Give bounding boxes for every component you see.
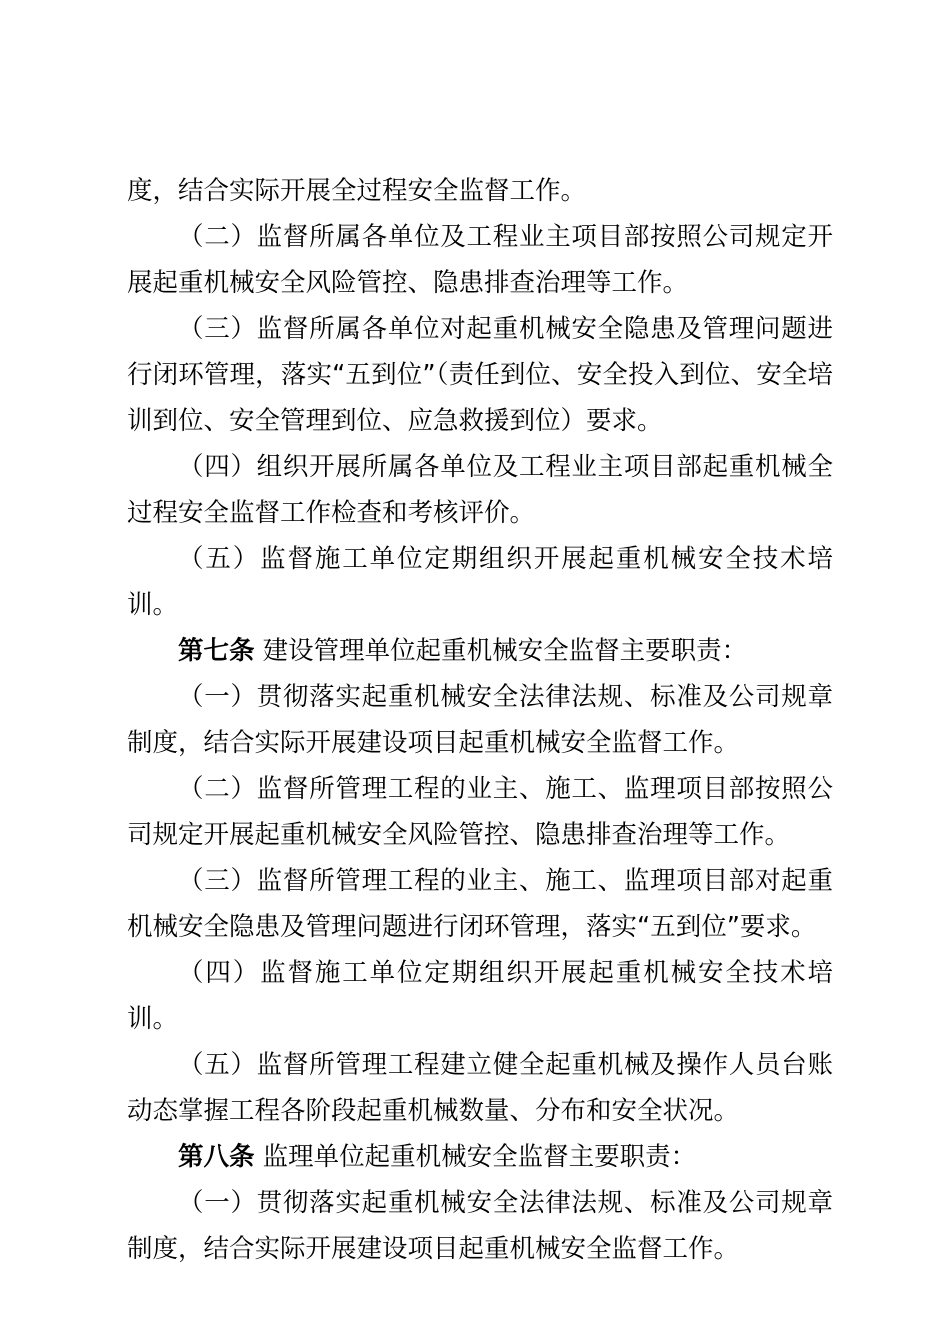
paragraph-item [127, 444, 833, 536]
paragraph-text: 度，结合实际开展全过程安全监督工作。 [127, 176, 587, 206]
paragraph-item [127, 214, 833, 306]
paragraph-text: （一）贯彻落实起重机械安全法律法规、标准及公司规章制度，结合实际开展建设项目起重机械安全监督工作。 [127, 682, 833, 758]
document-body [127, 168, 833, 1272]
paragraph-text: （一）贯彻落实起重机械安全法律法规、标准及公司规章制度，结合实际开展建设项目起重机械安全监督工作。 [127, 1188, 833, 1264]
article-label: 第七条 [178, 636, 255, 666]
paragraph-item [127, 536, 833, 628]
paragraph-text: （二）监督所管理工程的业主、施工、监理项目部按照公司规定开展起重机械安全风险管控、隐患排查治理等工作。 [127, 774, 833, 850]
paragraph-text: （二）监督所属各单位及工程业主项目部按照公司规定开展起重机械安全风险管控、隐患排查治理等工作。 [127, 222, 833, 298]
paragraph-item [127, 674, 833, 766]
paragraph-item [127, 950, 833, 1042]
paragraph-item [127, 1180, 833, 1272]
paragraph-item [127, 1042, 833, 1134]
paragraph-text: （五）监督所管理工程建立健全起重机械及操作人员台账动态掌握工程各阶段起重机械数量、分布和安全状况。 [127, 1050, 833, 1126]
paragraph-text: （五）监督施工单位定期组织开展起重机械安全技术培训。 [127, 544, 833, 620]
paragraph-text: （四）组织开展所属各单位及工程业主项目部起重机械全过程安全监督工作检查和考核评价。 [127, 452, 833, 528]
paragraph-text: （三）监督所属各单位对起重机械安全隐患及管理问题进行闭环管理，落实“五到位”（责任到位、安全投入到位、安全培训到位、安全管理到位、应急救援到位）要求。 [127, 314, 833, 436]
paragraph-text: 建设管理单位起重机械安全监督主要职责： [254, 636, 748, 666]
article-heading-7 [127, 628, 833, 674]
paragraph-item [127, 858, 833, 950]
paragraph-continuation [127, 168, 833, 214]
paragraph-text: （三）监督所管理工程的业主、施工、监理项目部对起重机械安全隐患及管理问题进行闭环管理，落实“五到位”要求。 [127, 866, 833, 942]
paragraph-text: 监理单位起重机械安全监督主要职责： [254, 1142, 697, 1172]
article-heading-8 [127, 1134, 833, 1180]
article-label: 第八条 [178, 1142, 255, 1172]
paragraph-item [127, 766, 833, 858]
paragraph-text: （四）监督施工单位定期组织开展起重机械安全技术培训。 [127, 958, 833, 1034]
paragraph-item [127, 306, 833, 444]
